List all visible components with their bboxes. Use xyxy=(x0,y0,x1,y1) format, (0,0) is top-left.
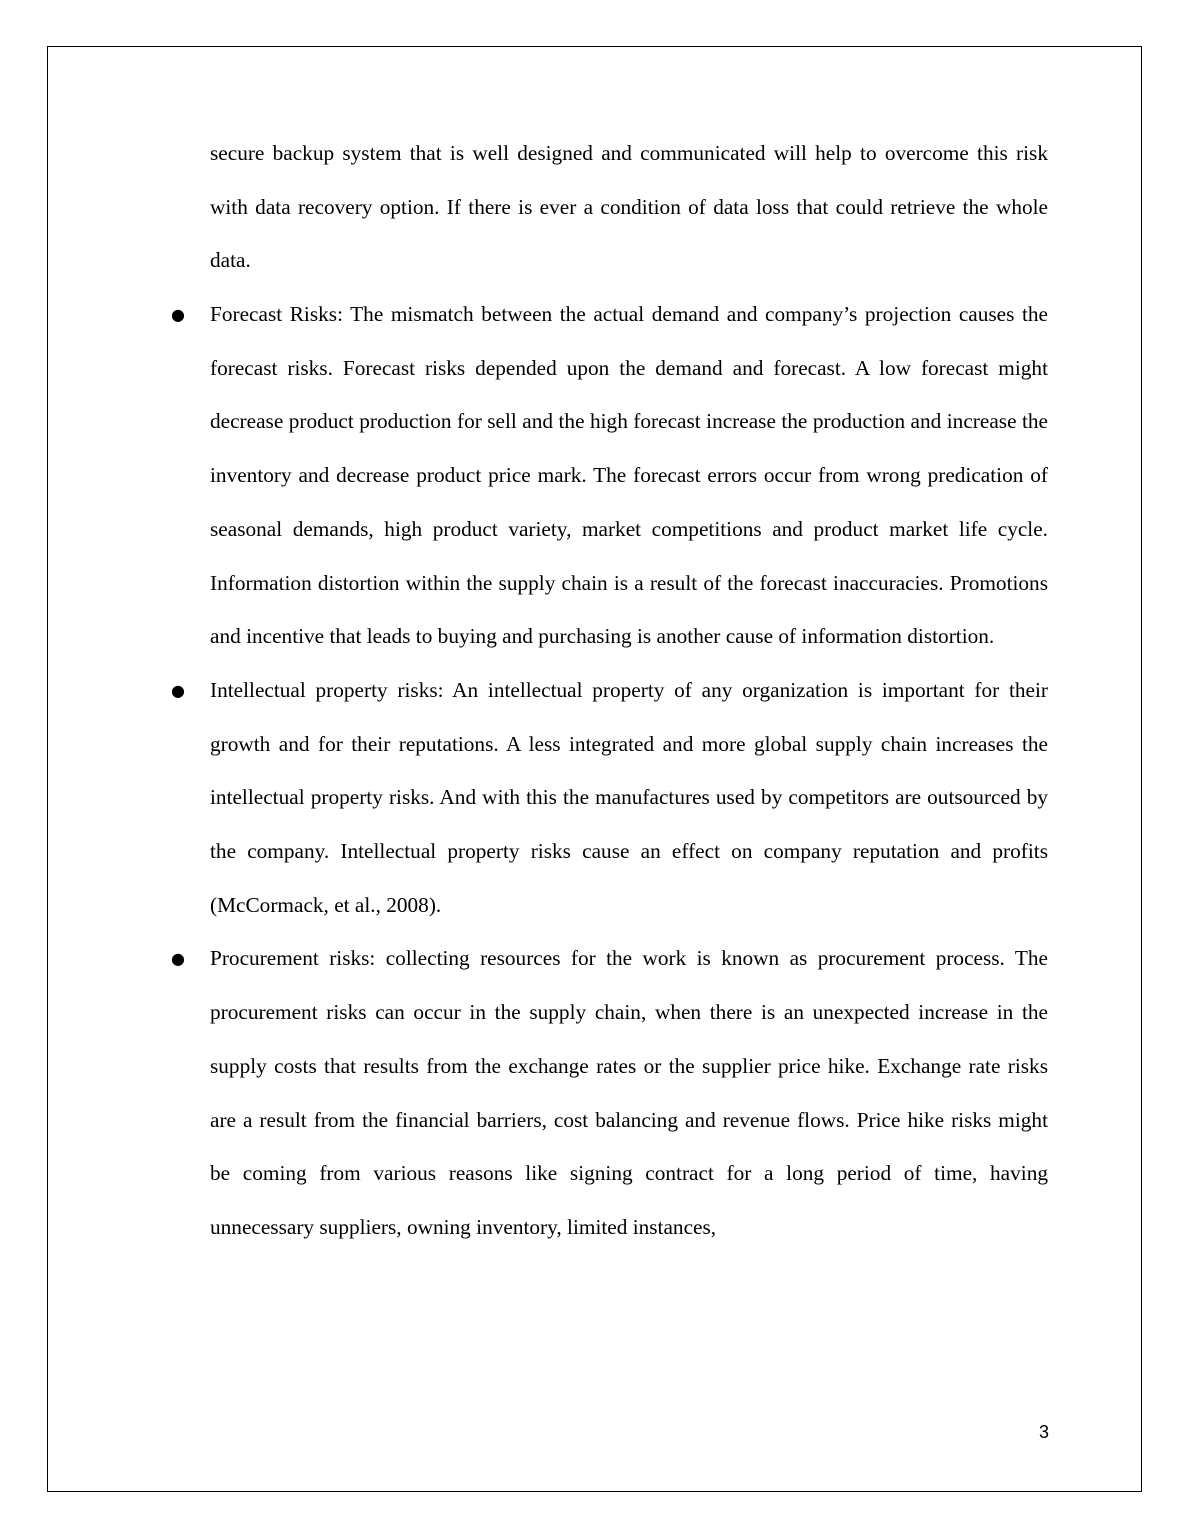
bullet-intellectual-property-risks xyxy=(171,664,1048,933)
bullet-icon: ● xyxy=(171,305,185,324)
bullet-icon: ● xyxy=(171,949,185,969)
bullet-text: Intellectual property risks: An intellectual property of any organization is important for their growth and for their reputations. A less integrated and more global supply chain increases the intellectual property risks. And with this the manufactures used by competitors are outsourced by the company. Intellectual property risks cause an effect on company reputation and profits (McCormack, et al., 2008). xyxy=(210,677,1048,917)
page-number: 3 xyxy=(1038,1422,1049,1442)
bullet-procurement-risks xyxy=(171,932,1048,1254)
bullet-text: Forecast Risks: The mismatch between the actual demand and company’s projection causes the forecast risks. Forecast risks depended upon the demand and forecast. A low forecast might decrease product production for sell and the high forecast increase the production and increase the inventory and decrease product price mark. The forecast errors occur from wrong predication of seasonal demands, high product variety, market competitions and product market life cycle. Information distortion within the supply chain is a result of the forecast inaccuracies. Promotions and incentive that leads to buying and purchasing is another cause of information distortion. xyxy=(210,302,1048,649)
bullet-icon: ● xyxy=(171,680,185,700)
bullet-text: Procurement risks: collecting resources for the work is known as procurement process. The procurement risks can occur in the supply chain, when there is an unexpected increase in the supply costs that results from the exchange rates or the supplier price hike. Exchange rate risks are a result from the financial barriers, cost balancing and revenue flows. Price hike risks might be coming from various reasons like signing contract for a long period of time, having unnecessary suppliers, owning inventory, limited instances, xyxy=(210,946,1048,1239)
continuation-paragraph: secure backup system that is well designed and communicated will help to overcome this risk with data recovery option. If there is ever a condition of data loss that could retrieve the whole data. xyxy=(210,141,1048,273)
risk-bullet-list xyxy=(171,288,1048,1255)
bullet-forecast-risks xyxy=(171,288,1048,664)
